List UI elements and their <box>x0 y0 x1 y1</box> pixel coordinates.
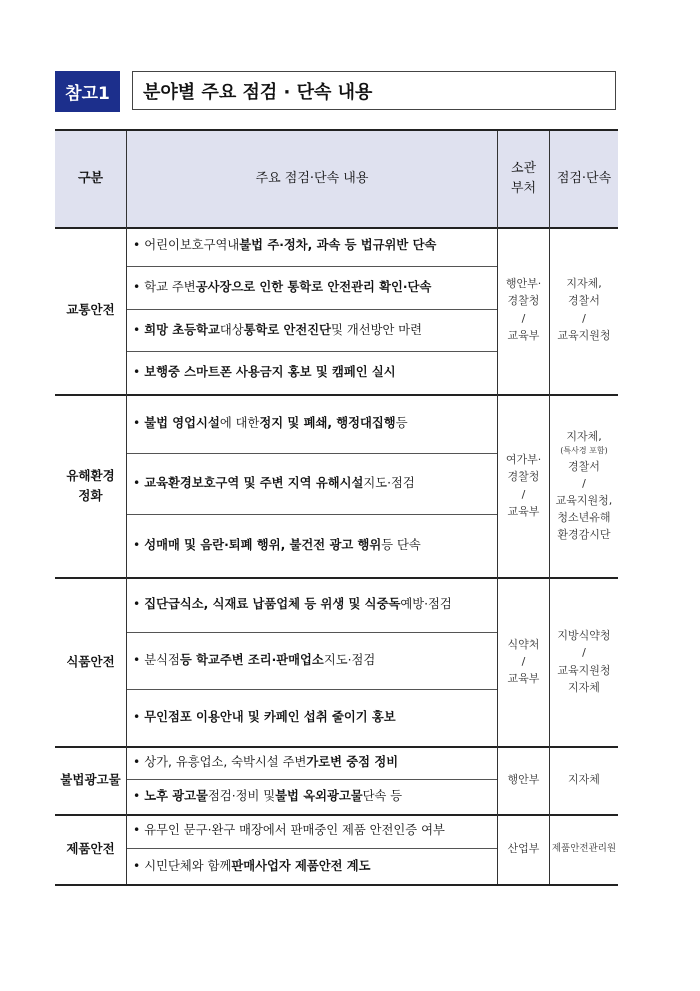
enforcement-line: 청소년유해 <box>557 510 611 524</box>
item-text: 지도·점검 <box>323 653 376 668</box>
item-text: 노후 광고물 <box>144 789 208 804</box>
bullet-icon: • <box>133 415 141 430</box>
enforcement-line: / <box>582 646 586 660</box>
dept-line: 식약처 <box>507 637 540 651</box>
bullet-icon: • <box>133 237 141 252</box>
item-text: 등 학교주변 조리·판매업소 <box>179 653 324 668</box>
content-cell <box>126 577 498 746</box>
item-text: 교육환경보호구역 및 주변 지역 유해시설 <box>144 476 364 491</box>
item-text: 지도·점검 <box>363 476 415 491</box>
dept-line: 행안부 <box>507 773 540 787</box>
enforcement-cell <box>550 225 618 394</box>
enforcement-line: 지자체, <box>566 277 602 291</box>
category-line: 교통안전 <box>66 301 115 317</box>
section-row-illegal-ads <box>55 746 618 816</box>
dept-cell <box>498 577 550 746</box>
enforcement-line: / <box>582 311 586 325</box>
list-item <box>127 225 497 267</box>
table-header-row <box>55 129 618 229</box>
item-text: 학교 주변 <box>144 280 196 295</box>
category-line: 불법광고물 <box>60 772 121 788</box>
list-item <box>127 849 497 884</box>
item-text: 불법 옥외광고물 <box>275 789 363 804</box>
dept-line: 경찰청 <box>507 294 540 308</box>
item-text: 상가, 유흥업소, 숙박시설 주변 <box>144 754 307 769</box>
category-line: 정화 <box>78 487 103 503</box>
col-header-enforcement: 점검·단속 <box>556 170 612 186</box>
category-cell <box>55 814 126 884</box>
item-text: 대상 <box>219 322 244 337</box>
enforcement-line: 지자체 <box>568 773 600 787</box>
bullet-icon: • <box>133 653 141 668</box>
category-line: 식품안전 <box>66 653 115 669</box>
enforcement-line: 경찰서 <box>568 294 600 308</box>
item-text: 공사장으로 인한 통학로 안전관리 확인·단속 <box>195 280 432 295</box>
section-row-harmful-environment <box>55 394 618 579</box>
page-title: 분야별 주요 점검 · 단속 내용 <box>132 71 616 110</box>
item-text: 불법 주·정차, 과속 등 법규위반 단속 <box>239 237 437 252</box>
dept-line: 교육부 <box>507 504 540 518</box>
item-text: 및 개선방안 마련 <box>331 322 423 337</box>
item-text: 정지 및 폐쇄, 행정대집행 <box>259 415 396 430</box>
col-header-category: 구분 <box>77 170 104 186</box>
section-row-food-safety <box>55 577 618 748</box>
dept-line: 여가부· <box>505 453 542 467</box>
item-text: 보행중 스마트폰 사용금지 홍보 및 캠페인 실시 <box>144 365 396 380</box>
category-line: 제품안전 <box>66 841 115 857</box>
section-row-traffic-safety <box>55 225 618 396</box>
category-cell <box>55 225 126 394</box>
item-text: 유무인 문구·완구 매장에서 판매중인 제품 안전인증 여부 <box>144 823 445 838</box>
enforcement-cell <box>550 814 618 884</box>
dept-line: 교육부 <box>507 672 540 686</box>
dept-cell <box>498 746 550 814</box>
bullet-icon: • <box>133 754 141 769</box>
item-text: 불법 영업시설 <box>144 415 220 430</box>
category-cell <box>55 577 126 746</box>
item-text: 단속 등 <box>362 789 403 804</box>
list-item <box>127 394 497 454</box>
enforcement-line: 환경감시단 <box>557 527 611 541</box>
enforcement-line: 지자체, <box>566 430 602 444</box>
reference-badge: 참고1 <box>55 71 120 112</box>
enforcement-cell <box>550 746 618 814</box>
item-text: 예방·점검 <box>400 596 452 611</box>
item-text: 집단급식소, 식재료 납품업체 등 위생 및 식중독 <box>144 596 401 611</box>
content-cell <box>126 394 498 577</box>
col-header-content: 주요 점검·단속 내용 <box>126 131 498 227</box>
bullet-icon: • <box>133 538 141 553</box>
enforcement-line: 교육지원청 <box>557 328 611 342</box>
dept-cell <box>498 814 550 884</box>
col-header-dept <box>498 131 550 227</box>
bullet-icon: • <box>133 823 141 838</box>
bullet-icon: • <box>133 789 141 804</box>
content-cell <box>126 814 498 884</box>
list-item <box>127 267 497 310</box>
category-cell <box>55 746 126 814</box>
list-item <box>127 780 497 814</box>
section-row-product-safety <box>55 814 618 886</box>
item-text: 분식점 <box>144 653 180 668</box>
col-header-dept-line1: 소관 <box>510 160 537 176</box>
dept-line: / <box>521 487 526 501</box>
content-cell <box>126 225 498 394</box>
enforcement-line: 경찰서 <box>568 459 600 473</box>
category-cell <box>55 394 126 577</box>
dept-cell <box>498 394 550 577</box>
bullet-icon: • <box>133 322 141 337</box>
dept-line: 행안부· <box>505 277 542 291</box>
item-text: 무인점포 이용안내 및 카페인 섭취 줄이기 홍보 <box>144 710 396 725</box>
bullet-icon: • <box>133 858 141 873</box>
item-text: 판매사업자 제품안전 계도 <box>231 858 371 873</box>
list-item <box>127 310 497 352</box>
list-item <box>127 690 497 746</box>
enforcement-line: 교육지원청, <box>555 493 613 507</box>
enforcement-line: 교육지원청 <box>557 663 611 677</box>
dept-cell <box>498 225 550 394</box>
item-text: 시민단체와 함께 <box>144 858 232 873</box>
enforcement-line: 지자체 <box>568 680 600 694</box>
dept-line: 경찰청 <box>507 470 540 484</box>
item-text: 성매매 및 음란·퇴폐 행위, 불건전 광고 행위 <box>144 538 382 553</box>
list-item <box>127 746 497 780</box>
dept-line: / <box>521 654 526 668</box>
enforcement-line: 제품안전관리원 <box>551 842 617 854</box>
list-item <box>127 577 497 633</box>
item-text: 등 단속 <box>381 538 421 553</box>
section-header <box>55 71 618 112</box>
list-item <box>127 454 497 515</box>
list-item <box>127 633 497 690</box>
enforcement-line: 지방식약청 <box>557 629 611 643</box>
category-line: 유해환경 <box>66 468 115 484</box>
item-text: 점검·정비 및 <box>207 789 276 804</box>
enforcement-line: / <box>582 476 586 490</box>
bullet-icon: • <box>133 476 141 491</box>
bullet-icon: • <box>133 365 141 380</box>
bullet-icon: • <box>133 596 141 611</box>
list-item <box>127 814 497 849</box>
enforcement-cell <box>550 577 618 746</box>
bullet-icon: • <box>133 280 141 295</box>
enforcement-line: (특사경 포함) <box>560 446 608 456</box>
dept-line: 교육부 <box>507 328 540 342</box>
item-text: 어린이보호구역내 <box>144 237 240 252</box>
list-item <box>127 352 497 394</box>
item-text: 에 대한 <box>219 415 260 430</box>
item-text: 가로변 중점 정비 <box>306 754 399 769</box>
item-text: 통학로 안전진단 <box>243 322 332 337</box>
list-item <box>127 515 497 577</box>
item-text: 등 <box>395 415 408 430</box>
dept-line: 산업부 <box>507 842 540 856</box>
item-text: 희망 초등학교 <box>144 322 220 337</box>
dept-line: / <box>521 311 526 325</box>
enforcement-cell <box>550 394 618 577</box>
bullet-icon: • <box>133 710 141 725</box>
content-cell <box>126 746 498 814</box>
col-header-dept-line2: 부처 <box>510 181 537 196</box>
